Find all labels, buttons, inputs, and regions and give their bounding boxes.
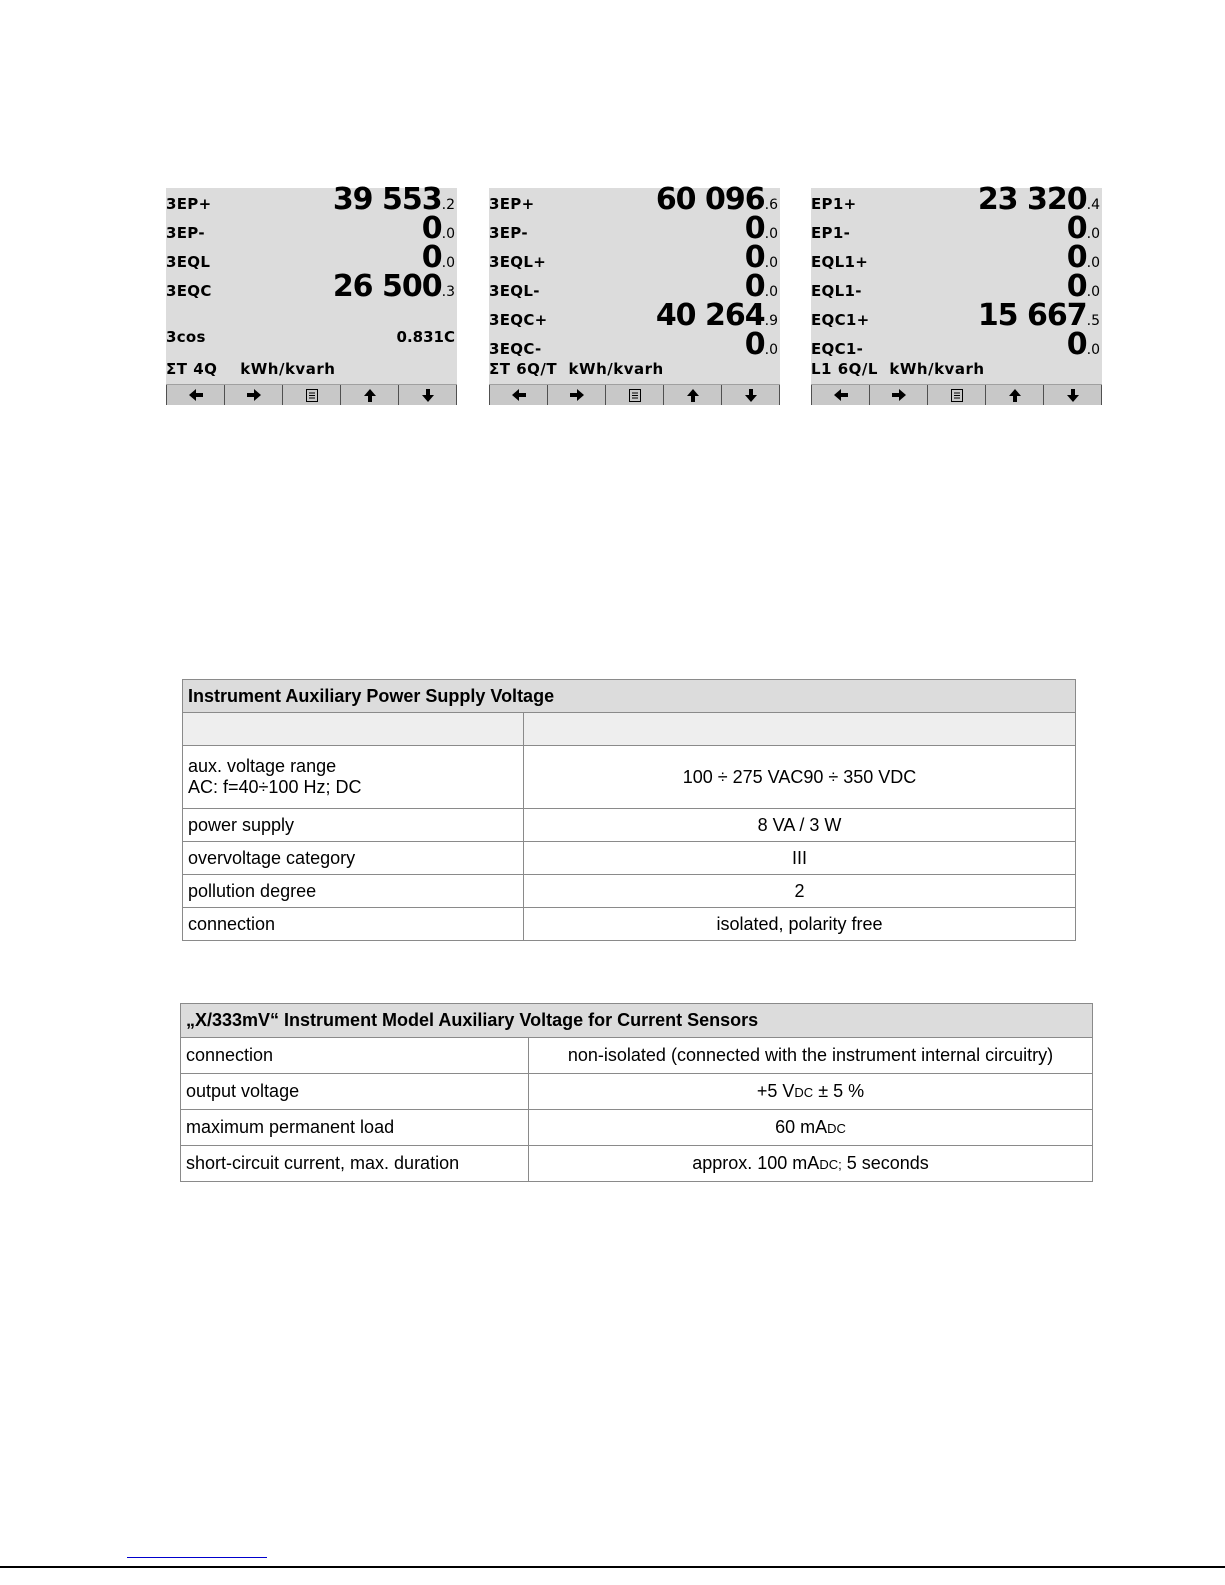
arrow-up-button[interactable] [340, 385, 398, 405]
lcd-value-decimal: .0 [764, 342, 778, 358]
lcd-row [811, 211, 1102, 246]
lcd-toolbar [166, 384, 457, 405]
table-title: „X/333mV“ Instrument Model Auxiliary Voltage for Current Sensors [181, 1004, 1093, 1038]
menu-icon [306, 389, 318, 402]
table-row [183, 875, 1076, 908]
lcd-row [489, 298, 780, 333]
lcd-cos-label: 3cos [166, 328, 206, 346]
lcd-value-decimal: .0 [764, 226, 778, 242]
lcd-value-integer: 0 [1066, 240, 1087, 275]
lcd-status-line: ΣT 6Q/T kWh/kvarh [489, 360, 664, 378]
spec-label [183, 875, 524, 908]
menu-button[interactable] [927, 385, 985, 405]
spec-label-line: pollution degree [188, 880, 317, 901]
lcd-value-decimal: .0 [1086, 284, 1100, 300]
lcd-cos-row [166, 321, 457, 350]
menu-button[interactable] [605, 385, 663, 405]
lcd-value-integer: 0 [1066, 211, 1087, 246]
lcd-value-decimal: .3 [441, 284, 455, 300]
spec-value-part: 5 seconds [841, 1153, 929, 1173]
lcd-row [489, 211, 780, 246]
arrow-left-icon [189, 389, 203, 401]
menu-button[interactable] [282, 385, 340, 405]
arrow-right-button[interactable] [224, 385, 282, 405]
lcd-row [489, 240, 780, 275]
footer-link[interactable] [127, 1556, 267, 1558]
spec-label: maximum permanent load [181, 1110, 529, 1146]
lcd-status-line: L1 6Q/L kWh/kvarh [811, 360, 985, 378]
spec-value-part: 60 mA [775, 1117, 828, 1137]
table-row [181, 1038, 1093, 1074]
spec-label: short-circuit current, max. duration [181, 1146, 529, 1182]
spec-value: III [524, 842, 1076, 875]
lcd-row [166, 182, 457, 217]
lcd-row-value [1067, 327, 1100, 362]
lcd-row-label: EP1+ [811, 195, 857, 213]
lcd-value-integer: 0 [421, 240, 442, 275]
spec-value-part: approx. 100 mA [692, 1153, 820, 1173]
spec-value-part: DC [827, 1121, 846, 1136]
lcd-value-integer: 15 667 [977, 298, 1087, 333]
table-header-cell [524, 713, 1076, 746]
lcd-row-label: 3EP+ [166, 195, 212, 213]
lcd-row [166, 211, 457, 246]
spec-label: output voltage [181, 1074, 529, 1110]
lcd-value-integer: 0 [1066, 327, 1087, 362]
arrow-left-button[interactable] [489, 385, 547, 405]
spec-label-line: overvoltage category [188, 847, 356, 868]
table-row [181, 1110, 1093, 1146]
spec-label-line: connection [188, 913, 276, 934]
spec-value [529, 1038, 1093, 1074]
spec-label [183, 746, 524, 809]
lcd-screen-4q [166, 182, 457, 405]
lcd-value-decimal: .9 [764, 313, 778, 329]
lcd-screen-6q-total [489, 182, 780, 405]
arrow-up-button[interactable] [985, 385, 1043, 405]
lcd-value-decimal: .0 [1086, 342, 1100, 358]
sensor-aux-voltage-table [180, 1003, 1093, 1182]
arrow-right-icon [247, 389, 261, 401]
spec-value [529, 1146, 1093, 1182]
lcd-value-integer: 0 [744, 269, 765, 304]
table-row [183, 746, 1076, 809]
arrow-up-icon [1009, 389, 1021, 402]
table-row [183, 842, 1076, 875]
table-title: Instrument Auxiliary Power Supply Voltage [183, 680, 1076, 713]
lcd-value-decimal: .2 [441, 197, 455, 213]
arrow-right-button[interactable] [869, 385, 927, 405]
spec-label: connection [181, 1038, 529, 1074]
lcd-row-value [333, 269, 455, 304]
lcd-row-label: 3EQC [166, 282, 212, 300]
lcd-value-integer: 40 264 [655, 298, 765, 333]
lcd-row-label: EP1- [811, 224, 851, 242]
lcd-row-label: EQC1+ [811, 311, 870, 329]
lcd-value-integer: 0 [421, 211, 442, 246]
lcd-row-label: EQC1- [811, 340, 864, 358]
lcd-row [166, 269, 457, 304]
arrow-down-icon [1067, 389, 1079, 402]
arrow-left-button[interactable] [811, 385, 869, 405]
spec-label-line: aux. voltage range [188, 756, 337, 776]
spec-label-line: power supply [188, 814, 295, 835]
lcd-value-integer: 0 [744, 211, 765, 246]
lcd-screen-6q-l1 [811, 182, 1102, 405]
menu-icon [629, 389, 641, 402]
lcd-row [811, 240, 1102, 275]
arrow-right-icon [892, 389, 906, 401]
arrow-down-button[interactable] [398, 385, 457, 405]
arrow-down-button[interactable] [1043, 385, 1102, 405]
arrow-down-button[interactable] [721, 385, 780, 405]
arrow-down-icon [422, 389, 434, 402]
table-row [181, 1074, 1093, 1110]
arrow-left-icon [512, 389, 526, 401]
lcd-row-label: 3EQL- [489, 282, 540, 300]
spec-value-part: non-isolated (connected with the instrument internal circuitry) [567, 1045, 1054, 1065]
lcd-value-decimal: .6 [764, 197, 778, 213]
lcd-value-decimal: .0 [764, 255, 778, 271]
lcd-row [811, 298, 1102, 333]
spec-label [183, 809, 524, 842]
spec-label-line: AC: f=40÷100 Hz; DC [188, 777, 362, 797]
spec-label [183, 908, 524, 941]
lcd-value-decimal: .0 [1086, 255, 1100, 271]
table-row [181, 1146, 1093, 1182]
spec-label [183, 842, 524, 875]
spec-value-part: ± 5 % [813, 1081, 865, 1101]
lcd-row-label: 3EQC- [489, 340, 542, 358]
lcd-row-label: EQL1- [811, 282, 862, 300]
lcd-row-label: 3EQL [166, 253, 211, 271]
lcd-row-label: 3EP- [166, 224, 205, 242]
spec-value [529, 1074, 1093, 1110]
lcd-value-integer: 23 320 [977, 182, 1087, 217]
lcd-row-label: 3EQL+ [489, 253, 547, 271]
lcd-row-label: 3EQC+ [489, 311, 548, 329]
lcd-row [489, 182, 780, 217]
spec-value [529, 1110, 1093, 1146]
lcd-value-integer: 0 [744, 240, 765, 275]
lcd-row-label: EQL1+ [811, 253, 869, 271]
spec-value-part: +5 V [756, 1081, 795, 1101]
arrow-down-icon [745, 389, 757, 402]
footer-divider [0, 1566, 1225, 1568]
lcd-toolbar [489, 384, 780, 405]
arrow-up-icon [687, 389, 699, 402]
lcd-cos-value: 0.831C [396, 328, 455, 346]
spec-value-part: DC [794, 1085, 814, 1100]
lcd-value-decimal: .4 [1086, 197, 1100, 213]
table-row [183, 809, 1076, 842]
spec-value: 2 [524, 875, 1076, 908]
menu-icon [951, 389, 963, 402]
spec-value: isolated, polarity free [524, 908, 1076, 941]
table-header-cell [183, 713, 524, 746]
lcd-row [489, 327, 780, 362]
lcd-value-integer: 60 096 [655, 182, 765, 217]
lcd-value-decimal: .0 [441, 255, 455, 271]
lcd-value-integer: 0 [744, 327, 765, 362]
spec-value-part: DC; [819, 1157, 842, 1172]
lcd-row-label: 3EP- [489, 224, 528, 242]
lcd-status-line: ΣT 4Q kWh/kvarh [166, 360, 336, 378]
arrow-left-icon [834, 389, 848, 401]
lcd-value-decimal: .0 [1086, 226, 1100, 242]
arrow-up-button[interactable] [663, 385, 721, 405]
arrow-right-button[interactable] [547, 385, 605, 405]
lcd-row [811, 327, 1102, 362]
lcd-row-value [745, 327, 778, 362]
table-row [183, 908, 1076, 941]
lcd-value-decimal: .0 [441, 226, 455, 242]
spec-value: 100 ÷ 275 VAC90 ÷ 350 VDC [524, 746, 1076, 809]
lcd-row-label: 3EP+ [489, 195, 535, 213]
lcd-value-integer: 0 [1066, 269, 1087, 304]
arrow-right-icon [570, 389, 584, 401]
lcd-value-decimal: .5 [1086, 313, 1100, 329]
arrow-up-icon [364, 389, 376, 402]
spec-value: 8 VA / 3 W [524, 809, 1076, 842]
lcd-row [811, 182, 1102, 217]
arrow-left-button[interactable] [166, 385, 224, 405]
lcd-value-integer: 39 553 [332, 182, 442, 217]
lcd-value-integer: 26 500 [332, 269, 442, 304]
lcd-value-decimal: .0 [764, 284, 778, 300]
aux-power-supply-table [182, 679, 1076, 941]
lcd-toolbar [811, 384, 1102, 405]
